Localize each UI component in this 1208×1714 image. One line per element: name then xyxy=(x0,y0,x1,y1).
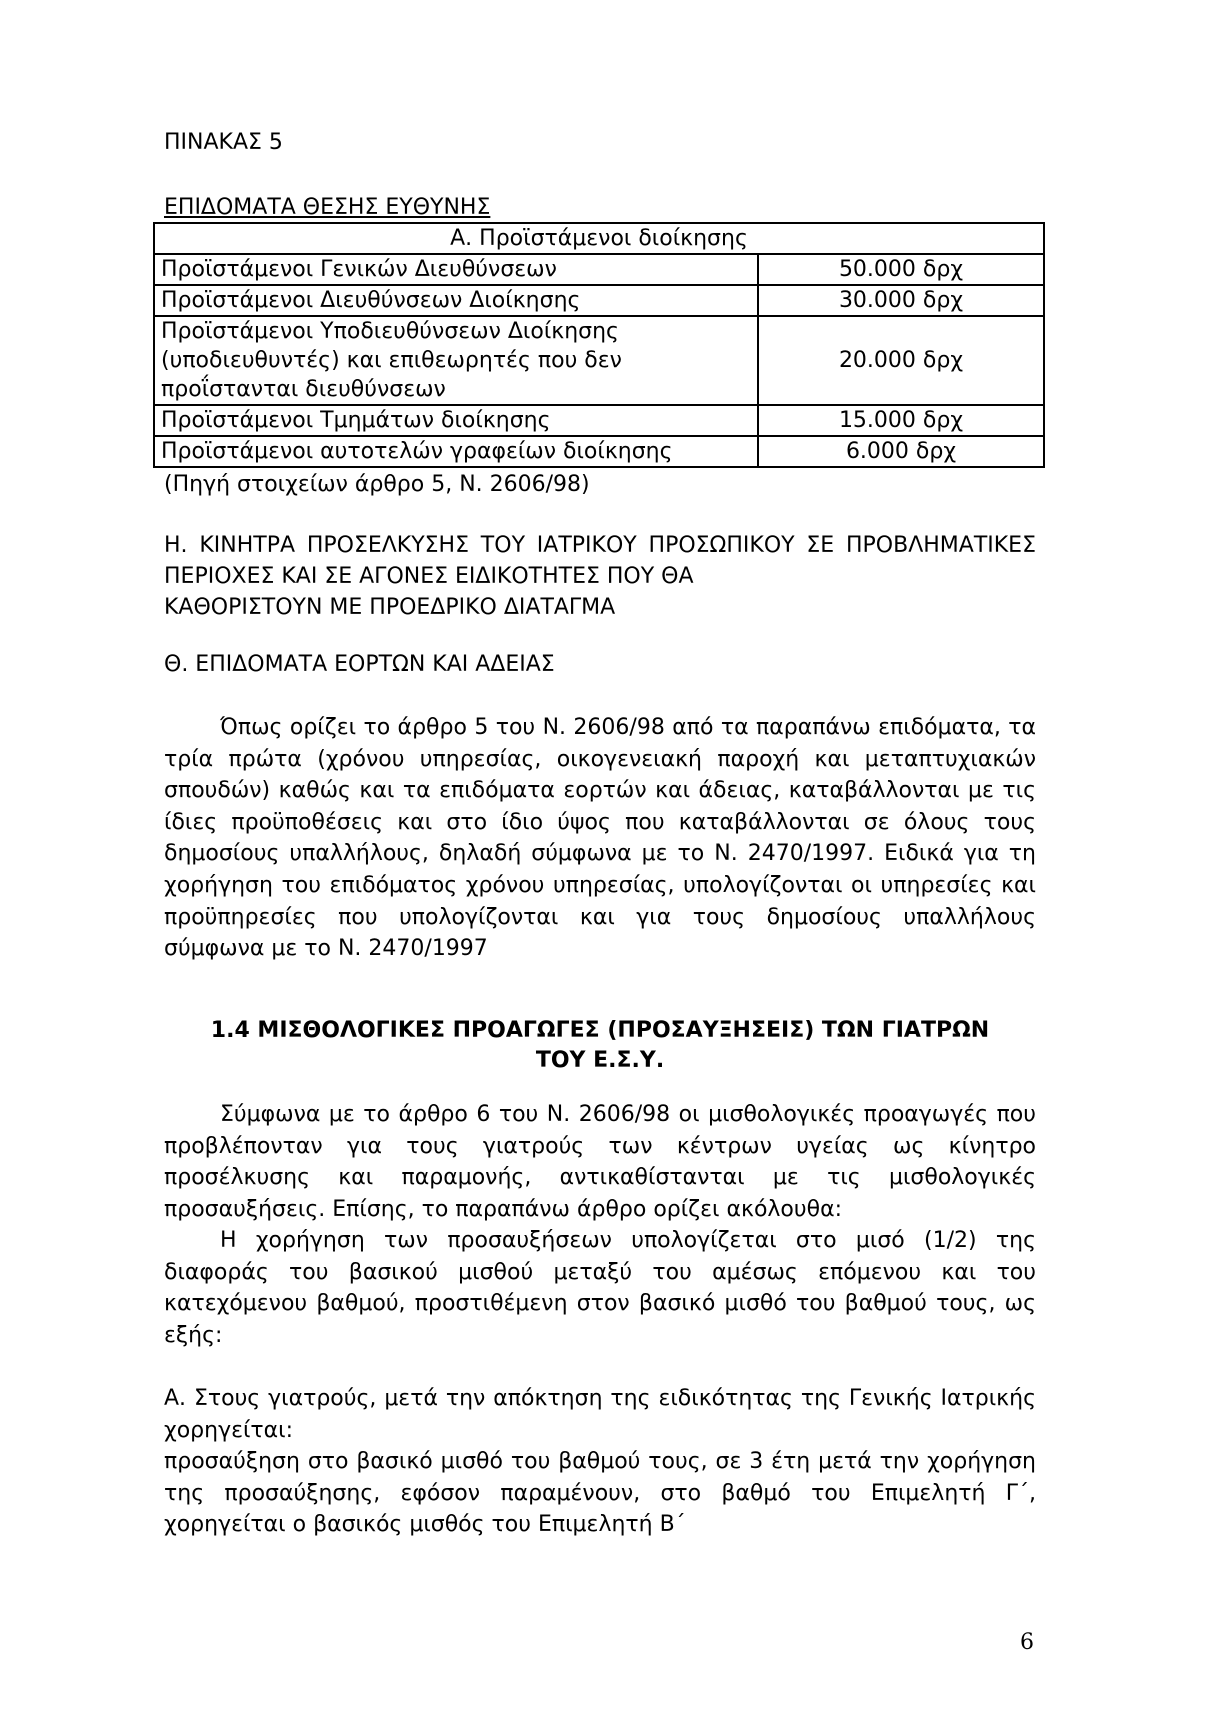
paragraph-3-text: Η χορήγηση των προσαυξήσεων υπολογίζεται στο μισό (1/2) της διαφοράς του βασικού μισθού μεταξύ του αμέσως επόμενου και του κατεχόμενου βαθμού, προστιθέμενη στον βασικό μισθό του βαθμού τους, ως εξής: xyxy=(164,1228,1036,1348)
row-amount: 6.000 δρχ xyxy=(758,436,1044,467)
row-amount: 30.000 δρχ xyxy=(758,285,1044,316)
section-1-4-line-2: ΤΟΥ Ε.Σ.Υ. xyxy=(535,1048,665,1073)
section-h-line-2: ΚΑΘΟΡΙΣΤΟΥΝ ΜΕ ΠΡΟΕΔΡΙΚΟ ΔΙΑΤΑΓΜΑ xyxy=(164,595,616,620)
table-row xyxy=(154,316,1044,405)
source-note: (Πηγή στοιχείων άρθρο 5, Ν. 2606/98) xyxy=(164,472,590,497)
paragraph-increment-calculation xyxy=(164,1225,1036,1351)
allowances-title: ΕΠΙΔΟΜΑΤΑ ΘΕΣΗΣ ΕΥΘΥΝΗΣ xyxy=(164,195,491,220)
row-amount: 50.000 δρχ xyxy=(758,254,1044,285)
row-amount: 15.000 δρχ xyxy=(758,405,1044,436)
paragraph-2-text: Σύμφωνα με το άρθρο 6 του Ν. 2606/98 οι μισθολογικές προαγωγές που προβλέπονταν για τους γιατρούς των κέντρων υγείας ως κίνητρο προσέλκυσης και παραμονής, αντικαθίστανται με τις μισθολογικές προσαυξήσεις. Επίσης, το παραπάνω άρθρο ορίζει ακόλουθα: xyxy=(164,1102,1036,1222)
section-h-line-1: Η. ΚΙΝΗΤΡΑ ΠΡΟΣΕΛΚΥΣΗΣ ΤΟΥ ΙΑΤΡΙΚΟΥ ΠΡΟΣΩΠΙΚΟΥ ΣΕ ΠΡΟΒΛΗΜΑΤΙΚΕΣ ΠΕΡΙΟΧΕΣ ΚΑΙ ΣΕ ΑΓΟΝΕΣ ΕΙΔΙΚΟΤΗΤΕΣ ΠΟΥ ΘΑ xyxy=(164,533,1036,589)
table-row xyxy=(154,285,1044,316)
section-h-heading xyxy=(164,530,1036,623)
row-amount: 20.000 δρχ xyxy=(758,316,1044,405)
table-header: Α. Προϊστάμενοι διοίκησης xyxy=(154,223,1044,254)
section-1-4-line-1: 1.4 ΜΙΣΘΟΛΟΓΙΚΕΣ ΠΡΟΑΓΩΓΕΣ (ΠΡΟΣΑΥΞΗΣΕΙΣ) ΤΩΝ ΓΙΑΤΡΩΝ xyxy=(210,1018,990,1043)
row-label: Προϊστάμενοι αυτοτελών γραφείων διοίκησης xyxy=(154,436,758,467)
table-header-row xyxy=(154,223,1044,254)
allowances-table xyxy=(153,222,1045,468)
table-row xyxy=(154,436,1044,467)
paragraph-salary-promotions xyxy=(164,1099,1036,1225)
paragraph-4b-text: προσαύξηση στο βασικό μισθό του βαθμού τους, σε 3 έτη μετά την χορήγηση της προσαύξησης, εφόσον παραμένουν, στο βαθμό του Επιμελητή Γ΄, χορηγείται ο βασικός μισθός του Επιμελητή Β΄ xyxy=(164,1449,1036,1538)
section-theta-heading: Θ. ΕΠΙΔΟΜΑΤΑ ΕΟΡΤΩΝ ΚΑΙ ΑΔΕΙΑΣ xyxy=(164,652,555,677)
row-label: Προϊστάμενοι Τμημάτων διοίκησης xyxy=(154,405,758,436)
table-row xyxy=(154,405,1044,436)
table-row xyxy=(154,254,1044,285)
paragraph-general-medicine xyxy=(164,1383,1036,1541)
table-title: ΠΙΝΑΚΑΣ 5 xyxy=(164,130,283,155)
page-number: 6 xyxy=(1020,1630,1034,1655)
paragraph-1-text: Όπως ορίζει το άρθρο 5 του Ν. 2606/98 από τα παραπάνω επιδόματα, τα τρία πρώτα (χρόνου υπηρεσίας, οικογενειακή παροχή και μεταπτυχιακών σπουδών) καθώς και τα επιδόματα εορτών και άδειας, καταβάλλονται με τις ίδιες προϋποθέσεις και στο ίδιο ύψος που καταβάλλονται σε όλους τους δημοσίους υπαλλήλους, δηλαδή σύμφωνα με το Ν. 2470/1997. Ειδικά για τη χορήγηση του επιδόματος χρόνου υπηρεσίας, υπολογίζονται οι υπηρεσίες και προϋπηρεσίες που υπολογίζονται και για τους δημοσίους υπαλλήλους σύμφωνα με το Ν. 2470/1997 xyxy=(164,715,1036,962)
row-label: Προϊστάμενοι Υποδιευθύνσεων Διοίκησης (υποδιευθυντές) και επιθεωρητές που δεν προΐστανται διευθύνσεων xyxy=(154,316,758,405)
section-1-4-heading xyxy=(164,1016,1036,1076)
paragraph-holiday-allowances xyxy=(164,712,1036,965)
row-label: Προϊστάμενοι Διευθύνσεων Διοίκησης xyxy=(154,285,758,316)
paragraph-4a-text: Α. Στους γιατρούς, μετά την απόκτηση της ειδικότητας της Γενικής Ιατρικής χορηγείται: xyxy=(164,1386,1036,1443)
row-label: Προϊστάμενοι Γενικών Διευθύνσεων xyxy=(154,254,758,285)
